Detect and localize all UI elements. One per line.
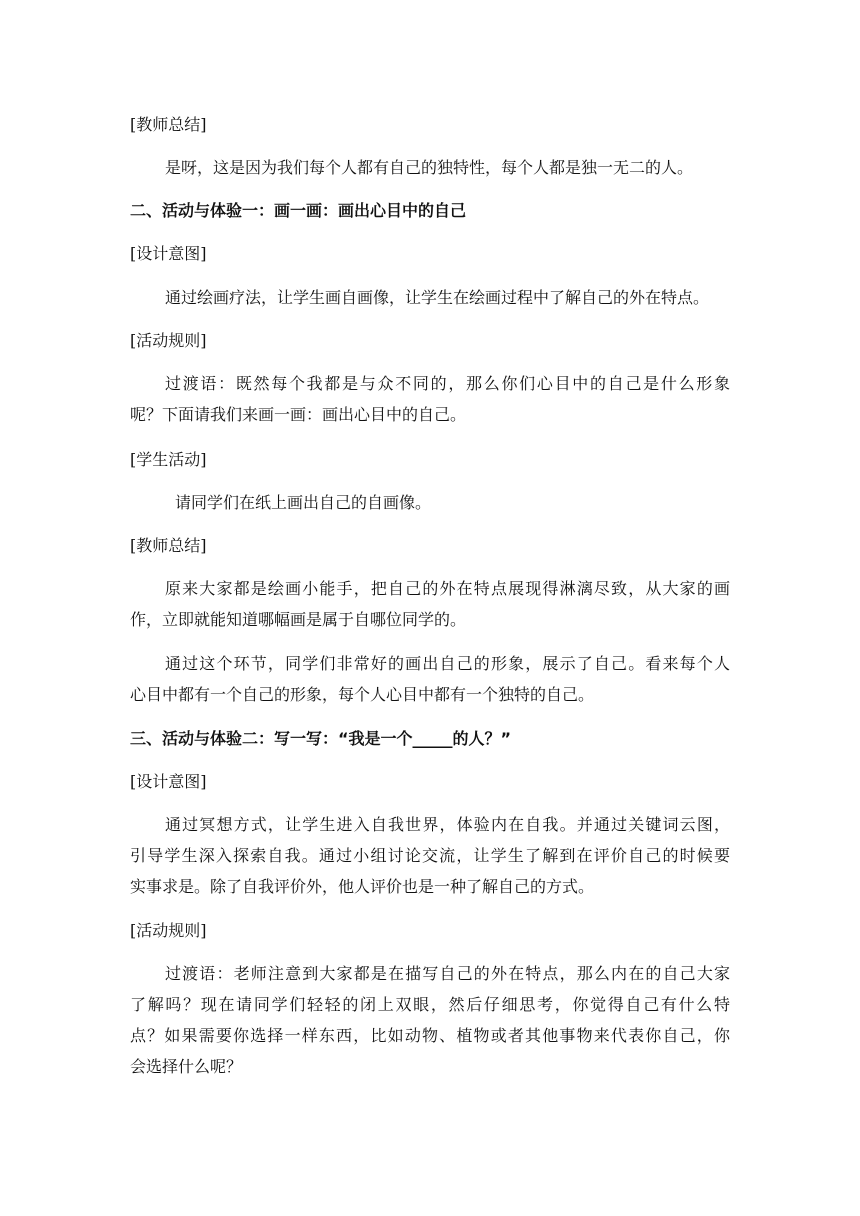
teacher-summary-text: 是呀，这是因为我们每个人都有自己的独特性，每个人都是独一无二的人。 bbox=[165, 158, 694, 177]
section-heading-3: 三、活动与体验二：写一写：“我是一个_____的人？” bbox=[130, 729, 512, 748]
design-intent-label: [设计意图] bbox=[130, 244, 207, 263]
teacher-summary-2-line-1: 原来大家都是绘画小能手，把自己的外在特点展现得淋漓尽致，从大家的画 bbox=[165, 579, 730, 598]
student-activity-text: 请同学们在纸上画出自己的自画像。 bbox=[175, 493, 432, 512]
activity-rules-2-line-2: 了解吗？现在请同学们轻轻的闭上双眼，然后仔细思考，你觉得自己有什么特 bbox=[130, 995, 730, 1014]
activity-rules-2-line-4: 会选择什么呢？ bbox=[130, 1057, 243, 1076]
activity-rules-line-2: 呢？下面请我们来画一画：画出心目中的自己。 bbox=[130, 405, 467, 424]
student-activity-label: [学生活动] bbox=[130, 450, 207, 469]
teacher-summary-2-line-2: 作，立即就能知道哪幅画是属于自哪位同学的。 bbox=[130, 610, 467, 629]
design-intent-2-line-1: 通过冥想方式，让学生进入自我世界，体验内在自我。并通过关键词云图， bbox=[165, 815, 730, 834]
design-intent-2-line-3: 实事求是。除了自我评价外，他人评价也是一种了解自己的方式。 bbox=[130, 877, 595, 896]
activity-rules-label: [活动规则] bbox=[130, 331, 207, 350]
section-heading-2: 二、活动与体验一：画一画：画出心目中的自己 bbox=[130, 201, 467, 220]
activity-rules-2-line-3: 点？如果需要你选择一样东西，比如动物、植物或者其他事物来代表你自己，你 bbox=[130, 1026, 730, 1045]
design-intent-2-line-2: 引导学生深入探索自我。通过小组讨论交流，让学生了解到在评价自己的时候要 bbox=[130, 846, 730, 865]
activity-rules-label-2: [活动规则] bbox=[130, 921, 207, 940]
teacher-summary-3-line-1: 通过这个环节，同学们非常好的画出自己的形象，展示了自己。看来每个人 bbox=[165, 654, 730, 673]
design-intent-label-2: [设计意图] bbox=[130, 772, 207, 791]
teacher-summary-label: [教师总结] bbox=[130, 115, 207, 134]
activity-rules-line-1: 过渡语：既然每个我都是与众不同的，那么你们心目中的自己是什么形象 bbox=[165, 374, 730, 393]
teacher-summary-label-2: [教师总结] bbox=[130, 536, 207, 555]
teacher-summary-3-line-2: 心目中都有一个自己的形象，每个人心目中都有一个独特的自己。 bbox=[130, 685, 595, 704]
activity-rules-2-line-1: 过渡语：老师注意到大家都是在描写自己的外在特点，那么内在的自己大家 bbox=[165, 964, 730, 983]
design-intent-text: 通过绘画疗法，让学生画自画像，让学生在绘画过程中了解自己的外在特点。 bbox=[165, 288, 710, 307]
